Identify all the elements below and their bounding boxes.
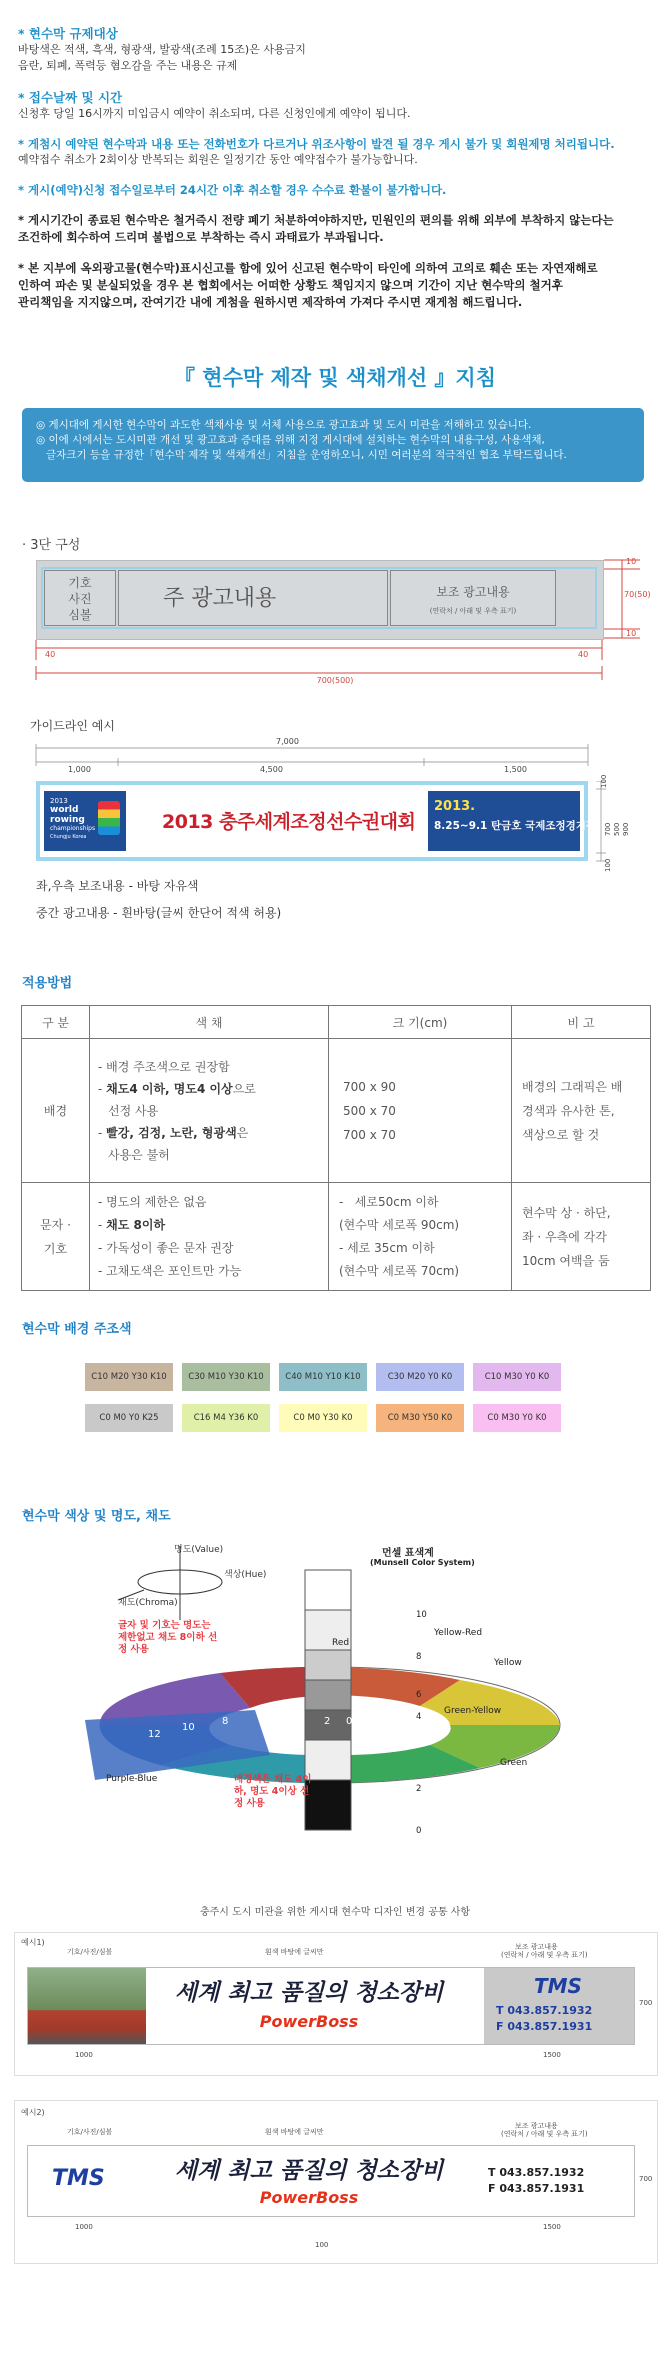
rule6-line1: * 본 지부에 옥외광고물(현수막)표시신고를 함에 있어 신고된 현수막이 타인에 의하여 고의로 훼손 또는 자연재해로 <box>18 261 598 275</box>
banner-logo-emblem <box>98 801 120 835</box>
rule6-line3: 관리책임을 지지않으며, 잔여기간 내에 게첨을 원하시면 제작하여 가져다 주시면 재게첨 해드립니다. <box>18 295 523 309</box>
banner-logo-box <box>44 791 126 851</box>
row2-c2b: 채도 8이하 <box>106 1217 166 1232</box>
swatch-8-label: C0 M0 Y30 K0 <box>293 1413 353 1423</box>
rule2-head: * 접수날짜 및 시간 <box>18 90 123 105</box>
ex1-brand: PowerBoss <box>259 2012 359 2031</box>
left-box-l2: 사진 <box>68 592 92 606</box>
row1-c2b: 채도4 이하, 명도4 이상 <box>106 1081 233 1096</box>
ex1-right-label2: (연락처 / 아래 및 우측 표기) <box>501 1951 588 1959</box>
row1-color-l2 <box>98 1078 320 1100</box>
sys-title-ko: 먼셀 표색계 <box>382 1548 434 1559</box>
swatch-2 <box>182 1363 270 1391</box>
chroma-2: 2 <box>324 1716 331 1727</box>
left-box-l1: 기호 <box>68 576 92 590</box>
guide-dim-right: 1,500 <box>504 765 527 774</box>
th-color: 색 채 <box>90 1006 329 1039</box>
ex1-center-label: 흰색 바탕에 글씨만 <box>265 1948 324 1956</box>
row1-color-l1: - 배경 주조색으로 권장함 <box>98 1059 230 1074</box>
row1-size-3: 700 x 70 <box>343 1127 396 1142</box>
ex2-tel: T 043.857.1932 <box>488 2166 585 2179</box>
banner-logo-l3: championships <box>50 825 96 832</box>
rule3-line2: 예약접수 취소가 2회이상 반복되는 회원은 일정기간 동안 예약접수가 불가능합니다. <box>18 153 418 166</box>
row2-note-2: 좌 · 우측에 각각 <box>522 1229 607 1244</box>
guide-dim-center: 4,500 <box>260 765 283 774</box>
swatch-2-label: C30 M10 Y30 K10 <box>188 1372 264 1382</box>
ex1-left-label: 기호/사진/심볼 <box>67 1948 113 1956</box>
left-box-l3: 심볼 <box>68 608 92 622</box>
munsell-note-text: 글자 및 기호는 명도는 제한없고 채도 8이하 선정 사용 <box>118 1620 218 1655</box>
row1-note-3: 색상으로 할 것 <box>522 1127 600 1142</box>
ex1-banner <box>27 1967 635 2045</box>
label-yellow: Yellow <box>494 1658 522 1668</box>
axis-value-label: 명도(Value) <box>174 1545 224 1555</box>
row1-size <box>329 1039 512 1183</box>
ex2-center-label: 흰색 바탕에 글씨만 <box>265 2128 324 2136</box>
rule3-line1: * 게첨시 예약된 현수막과 내용 또는 전화번호가 다르거나 위조사항이 발견 될 경우 게시 불가 및 회원제명 처리됩니다. <box>18 137 615 151</box>
value-scale-10: 10 <box>416 1610 427 1620</box>
munsell-title: 현수막 색상 및 명도, 채도 <box>22 1509 171 1524</box>
banner-main: 2013 충주세계조정선수권대회 <box>162 811 416 833</box>
ex1-height: 700 <box>639 1999 653 2007</box>
row2-color-l1: - 명도의 제한은 없음 <box>98 1194 207 1209</box>
swatch-6-label: C0 M0 Y0 K25 <box>99 1413 159 1423</box>
chroma-0: 0 <box>346 1716 353 1727</box>
swatch-1-label: C10 M20 Y30 K10 <box>91 1372 167 1382</box>
swatch-5-label: C10 M30 Y0 K0 <box>484 1372 550 1382</box>
method-title: 적용방법 <box>22 976 73 991</box>
three-part-label: · 3단 구성 <box>22 538 81 553</box>
ex2-dim-right: 1500 <box>543 2223 561 2231</box>
swatch-9-label: C0 M30 Y50 K0 <box>387 1413 453 1423</box>
chroma-6: 6 <box>262 1710 269 1721</box>
notice-line1: ◎ 게시대에 게시한 현수막이 과도한 색채사용 및 서체 사용으로 광고효과 및 도시 미관을 저해하고 있습니다. <box>36 419 532 431</box>
chroma-4: 4 <box>294 1706 301 1717</box>
method-table <box>21 1005 651 1291</box>
row1-c2a: - <box>98 1081 107 1096</box>
notice-box <box>22 408 644 482</box>
row1-color-l5: 사용은 불허 <box>108 1147 170 1162</box>
swatch-4 <box>376 1363 464 1391</box>
ex1-right-label1: 보조 광고내용 <box>515 1943 558 1951</box>
chroma-12: 12 <box>148 1729 161 1740</box>
guide-dim-total: 7,000 <box>276 737 299 746</box>
ex1-tel: T 043.857.1932 <box>496 2004 593 2017</box>
example2 <box>14 2100 658 2264</box>
label-green: Green <box>500 1758 528 1768</box>
value-scale-4: 4 <box>416 1712 422 1722</box>
row2-note <box>512 1183 651 1291</box>
side-dim-3: 500 <box>613 822 621 836</box>
sys-title-en: (Munsell Color System) <box>370 1558 475 1567</box>
ex2-headline: 세계 최고 품질의 청소장비 <box>174 2158 444 2184</box>
row1-color-l4 <box>98 1122 320 1144</box>
rule6-line2: 인하여 파손 및 분실되었을 경우 본 협회에서는 어떠한 상황도 책임지지 않으며 기간이 지난 현수막의 철거후 <box>18 278 563 292</box>
row2-size <box>329 1183 512 1291</box>
banner-right-l2: 8.25~9.1 탄금호 국제조정경기장 <box>434 820 597 832</box>
rules-section <box>18 8 658 311</box>
example1 <box>14 1932 658 2076</box>
row2-color-l4: - 고채도색은 포인트만 가능 <box>98 1263 242 1278</box>
notice-line3: 글자크기 등을 규정한「현수막 제작 및 색채개선」지침을 운영하오니, 시민 여러분의 적극적인 협조 부탁드립니다. <box>36 449 567 461</box>
row1-c4a: - <box>98 1125 107 1140</box>
guideline-label: 가이드라인 예시 <box>30 719 115 733</box>
banner-right-l1: 2013. <box>434 799 476 814</box>
banner-logo-l1: world <box>50 805 79 815</box>
row1-note <box>512 1039 651 1183</box>
row2-cat1: 문자 · <box>40 1217 71 1232</box>
swatch-3-label: C40 M10 Y10 K10 <box>285 1372 361 1382</box>
rule1-line1: 바탕색은 적색, 흑색, 형광색, 발광색(조례 15조)은 사용금지 <box>18 43 306 56</box>
swatch-7-label: C16 M4 Y36 K0 <box>193 1413 259 1423</box>
banner-right-box <box>428 791 597 851</box>
chroma-10: 10 <box>182 1722 195 1733</box>
rule2-line1: 신청후 당일 16시까지 미입금시 예약이 취소되며, 다른 신청인에게 예약이 됩니다. <box>18 107 411 120</box>
rule1-head: * 현수막 규제대상 <box>18 26 118 41</box>
row1-color-l3: 선정 사용 <box>108 1103 159 1118</box>
label-purple-blue: Purple-Blue <box>106 1774 158 1784</box>
label-yellow-red: Yellow-Red <box>434 1628 483 1638</box>
banner-logo-l4: Chungju Korea <box>50 834 87 840</box>
swatch-6 <box>85 1404 173 1432</box>
swatch-9 <box>376 1404 464 1432</box>
swatch-1 <box>85 1363 173 1391</box>
side-dim-1: 100 <box>600 774 608 788</box>
ex2-tag: 예시2) <box>21 2108 45 2117</box>
swatch-3 <box>279 1363 367 1391</box>
axis-chroma-label: 채도(Chroma) <box>118 1598 178 1608</box>
dim-bot: 10 <box>626 629 637 638</box>
hue-axis <box>118 1546 222 1620</box>
ex1-tms-logo: TMS <box>534 1974 582 1998</box>
dim-right: 40 <box>578 650 589 659</box>
swatch-8 <box>279 1404 367 1432</box>
banner-logo-year: 2013 <box>50 797 68 805</box>
ex2-height: 700 <box>639 2175 653 2183</box>
value-scale-6: 6 <box>416 1690 422 1700</box>
guide-note1: 좌,우측 보조내용 - 바탕 자유색 <box>36 879 199 893</box>
ex2-dim-left: 1000 <box>75 2223 93 2231</box>
swatch-7 <box>182 1404 270 1432</box>
row2-note-1: 현수막 상 · 하단, <box>522 1205 611 1220</box>
dim-mid: 70(50) <box>624 590 651 599</box>
chroma-8: 8 <box>222 1716 229 1727</box>
ex2-tms-logo-left: TMS <box>52 2166 105 2191</box>
row1-c2c: 으로 <box>232 1081 256 1096</box>
row2-c2a: - <box>98 1217 107 1232</box>
ex1-tag: 예시1) <box>21 1938 45 1947</box>
side-dim-2: 700 <box>604 822 612 836</box>
dim-top: 10 <box>626 557 637 566</box>
row1-c4c: 은 <box>236 1125 249 1140</box>
row1-c4b: 빨강, 검정, 노란, 형광색 <box>106 1125 237 1140</box>
th-category: 구 분 <box>22 1006 90 1039</box>
ex2-dim-bottom: 100 <box>315 2241 329 2249</box>
ex2-left-label: 기호/사진/심볼 <box>67 2128 113 2136</box>
value-scale-0: 0 <box>416 1826 422 1836</box>
ex2-fax: F 043.857.1931 <box>488 2182 585 2195</box>
th-size: 크 기(cm) <box>329 1006 512 1039</box>
value-scale-8: 8 <box>416 1652 422 1662</box>
row2-size-1: - 세로50cm 이하 <box>339 1194 439 1209</box>
banner-logo-l2: rowing <box>50 815 85 825</box>
row2-category <box>22 1183 90 1291</box>
ex1-right-box <box>484 1968 634 2044</box>
ex2-right-label2: (연락처 / 아래 및 우측 표기) <box>501 2130 588 2138</box>
rule5-line1: * 게시기간이 종료된 현수막은 철거즉시 전량 폐기 처분하여야하지만, 민원인의 편의를 위해 외부에 부착하지 않는다는 <box>18 213 614 227</box>
row1-color <box>90 1039 329 1183</box>
side-dim-4: 900 <box>622 822 630 836</box>
row2-color-l2 <box>98 1214 320 1237</box>
right-box-sub: (연락처 / 아래 및 우측 표기) <box>429 607 517 615</box>
main-title: 『 현수막 제작 및 색채개선 』지침 <box>174 366 496 390</box>
dim-total: 700(500) <box>316 676 354 685</box>
ex1-photo <box>28 1968 146 2044</box>
center-box-text: 주 광고내용 <box>163 586 277 611</box>
guide-dim-left: 1,000 <box>68 765 91 774</box>
ex1-fax: F 043.857.1931 <box>496 2020 593 2033</box>
row1-note-2: 경색과 유사한 톤, <box>522 1103 615 1118</box>
row2-size-2: (현수막 세로폭 90cm) <box>339 1217 460 1232</box>
row1-category: 배경 <box>22 1039 90 1183</box>
ex2-banner <box>27 2145 635 2217</box>
swatch-10 <box>473 1404 561 1432</box>
notice-line2: ◎ 이에 시에서는 도시미관 개선 및 광고효과 증대를 위해 지정 게시대에 설치하는 현수막의 내용구성, 사용색채, <box>36 434 545 446</box>
row1-size-2: 500 x 70 <box>343 1103 396 1118</box>
swatch-10-label: C0 M30 Y0 K0 <box>487 1413 547 1423</box>
swatch-4-label: C30 M20 Y0 K0 <box>387 1372 453 1382</box>
guideline-dimensions <box>0 740 670 780</box>
ex1-dim-left: 1000 <box>75 2051 93 2059</box>
ex1-dim-right: 1500 <box>543 2051 561 2059</box>
row1-note-1: 배경의 그래픽은 배 <box>522 1079 623 1094</box>
rule5-line2: 조건하에 회수하여 드리며 불법으로 부착하는 즉시 과태료가 부과됩니다. <box>18 230 384 244</box>
munsell-note-bg: 배경색은 채도 4이하, 명도 4이상 선정 사용 <box>234 1774 312 1809</box>
row2-size-4: (현수막 세로폭 70cm) <box>339 1263 460 1278</box>
swatch-5 <box>473 1363 561 1391</box>
ex2-brand: PowerBoss <box>259 2188 359 2207</box>
row2-size-3: - 세로 35cm 이하 <box>339 1240 435 1255</box>
axis-hue-label: 색상(Hue) <box>224 1570 267 1580</box>
right-box-title: 보조 광고내용 <box>436 585 510 599</box>
rule1-line2: 음란, 퇴폐, 폭력등 혐오감을 주는 내용은 규제 <box>18 59 238 72</box>
guideline-banner <box>36 781 597 861</box>
guide-note2: 중간 광고내용 - 흰바탕(글씨 한단어 적색 허용) <box>36 906 282 920</box>
side-dim-5: 100 <box>604 858 612 872</box>
munsell-diagram <box>60 1540 620 1870</box>
dim-left: 40 <box>45 650 56 659</box>
swatch-title: 현수막 배경 주조색 <box>22 1322 132 1337</box>
ex1-headline: 세계 최고 품질의 청소장비 <box>174 1980 444 2006</box>
example-caption: 충주시 도시 미관을 위한 게시대 현수막 디자인 변경 공통 사항 <box>199 1907 471 1918</box>
row2-cat2: 기호 <box>43 1241 68 1256</box>
row2-color <box>90 1183 329 1291</box>
row1-size-1: 700 x 90 <box>343 1079 396 1094</box>
rule4-line1: * 게시(예약)신청 접수일로부터 24시간 이후 취소할 경우 수수료 환불이 불가합니다. <box>18 183 447 197</box>
row2-color-l3: - 가독성이 좋은 문자 권장 <box>98 1240 234 1255</box>
label-red: Red <box>332 1638 350 1648</box>
row2-note-3: 10cm 여백을 둠 <box>522 1253 610 1268</box>
value-scale-2: 2 <box>416 1784 422 1794</box>
ex2-right-label1: 보조 광고내용 <box>515 2122 558 2130</box>
label-green-yellow: Green-Yellow <box>444 1706 502 1716</box>
th-note: 비 고 <box>512 1006 651 1039</box>
